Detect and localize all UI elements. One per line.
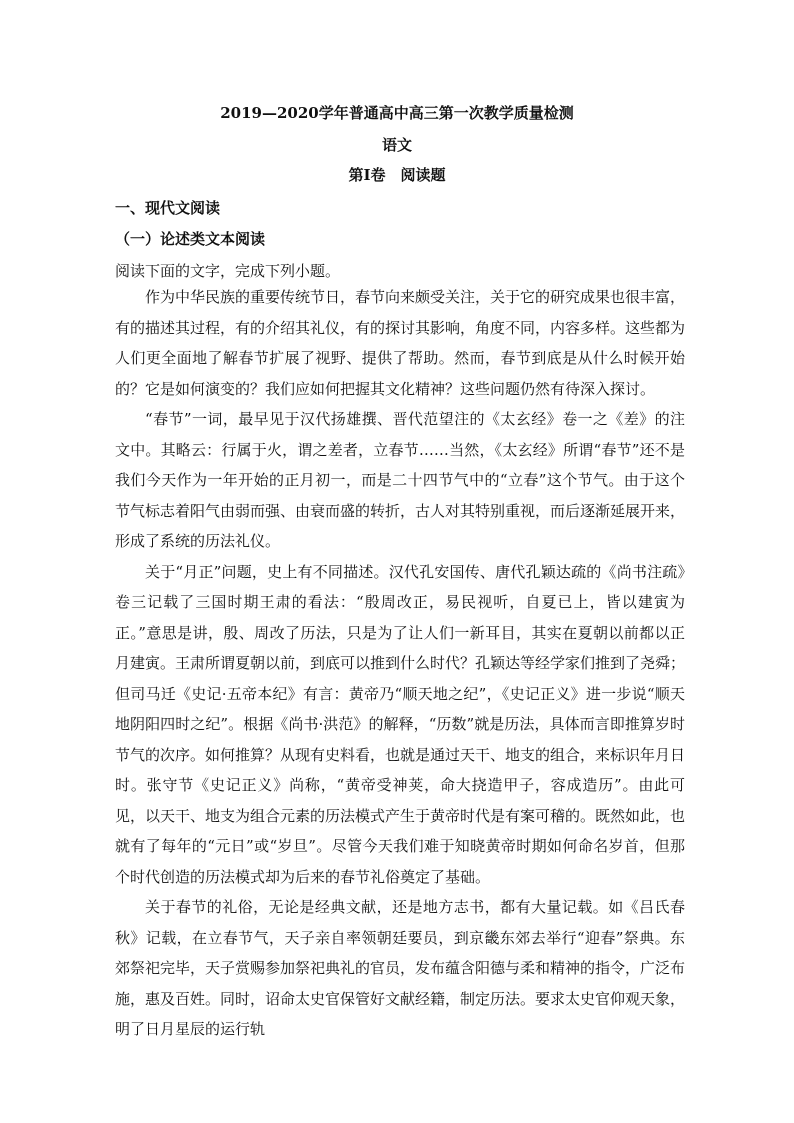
volume-title: 第Ⅰ卷 阅读题 — [348, 166, 446, 184]
reading-instruction: 阅读下面的文字，完成下列小题。 — [115, 262, 341, 280]
passage-paragraph: 关于春节的礼俗，无论是经典文献，还是地方志书，都有大量记载。如《吕氏春秋》记载，在立春节气，天子亲自率领朝廷要员，到京畿东郊去举行“迎春”祭典。东郊祭祀完毕，天子赏赐参加祭祀典礼的官员，发布蕴含阳德与柔和精神的指令，广泛布施，惠及百姓。同时，诏命太史官保管好文献经籍，制定历法。要求太史官仰观天象，明了日月星辰的运行轨 — [115, 898, 686, 1038]
passage-body — [115, 282, 685, 1045]
exam-title: 2019—2020学年普通高中高三第一次教学质量检测 — [220, 104, 574, 122]
subject-title: 语文 — [381, 136, 412, 154]
section-heading-argumentative-reading: （一）论述类文本阅读 — [115, 230, 266, 248]
passage-paragraph: 关于“月正”问题，史上有不同描述。汉代孔安国传、唐代孔颖达疏的《尚书注疏》卷三记载了三国时期王肃的看法：“殷周改正，易民视听，自夏已上，皆以建寅为正。”意思是讲，殷、周改了历法，只是为了让人们一新耳目，其实在夏朝以前都以正月建寅。王肃所谓夏朝以前，到底可以推到什么时代？孔颖达等经学家们推到了尧舜；但司马迁《史记·五帝本纪》有言：黄帝乃“顺天地之纪”，《史记正义》进一步说“顺天地阴阳四时之纪”。根据《尚书·洪范》的解释，“历数”就是历法，具体而言即推算岁时节气的次序。如何推算？从现有史料看，也就是通过天干、地支的组合，来标识年月日时。张守节《史记正义》尚称，“黄帝受神荚，命大挠造甲子，容成造历”。由此可见，以天干、地支为组合元素的历法模式产生于黄帝时代是有案可稽的。既然如此，也就有了每年的“元日”或“岁旦”。尽管今天我们难于知晓黄帝时期如何命名岁首，但那个时代创造的历法模式却为后来的春节礼俗奠定了基础。 — [115, 562, 686, 886]
passage-paragraph: “春节”一词，最早见于汉代扬雄撰、晋代范望注的《太玄经》卷一之《差》的注文中。其略云：行属于火，谓之差者，立春节……当然，《太玄经》所谓“春节”还不是我们今天作为一年开始的正月初一，而是二十四节气中的“立春”这个节气。由于这个节气标志着阳气由弱而强、由衰而盛的转折，古人对其特别重视，而后逐渐延展开来，形成了系统的历法礼仪。 — [115, 410, 686, 550]
section-heading-modern-reading: 一、现代文阅读 — [115, 199, 221, 217]
passage-paragraph: 作为中华民族的重要传统节日，春节向来颇受关注，关于它的研究成果也很丰富，有的描述其过程，有的介绍其礼仪，有的探讨其影响，角度不同，内容多样。这些都为人们更全面地了解春节扩展了视野、提供了帮助。然而，春节到底是从什么时候开始的？它是如何演变的？我们应如何把握其文化精神？这些问题仍然有待深入探讨。 — [115, 288, 686, 398]
